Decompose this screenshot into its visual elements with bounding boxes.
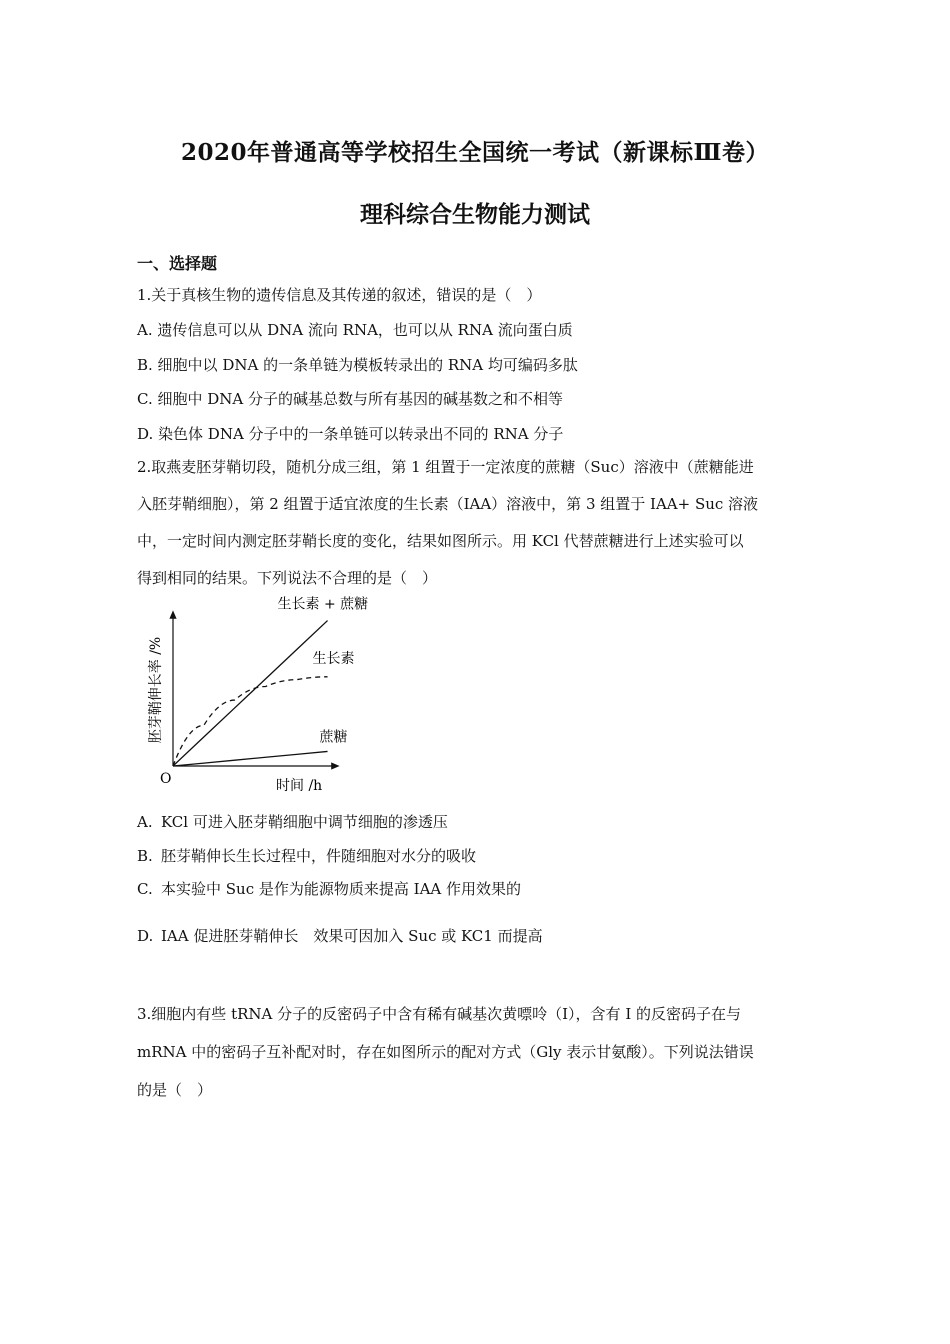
series-line — [173, 677, 328, 766]
question-2-option-c — [137, 879, 521, 899]
exam-subtitle: 理科综合生物能力测试 — [360, 201, 590, 228]
question-1-option-d: D. 染色体 DNA 分子中的一条单链可以转录出不同的 RNA 分子 — [137, 425, 564, 443]
question-3-stem-line: 的是（ ） — [137, 1081, 213, 1099]
question-2-stem-line: 得到相同的结果。下列说法不合理的是（ ） — [137, 569, 438, 587]
option-text: 本实验中 Suc 是作为能源物质来提高 IAA 作用效果的 — [161, 880, 522, 898]
origin-label: O — [160, 771, 172, 787]
option-letter: A. — [137, 813, 153, 831]
question-2-option-b — [137, 846, 476, 866]
option-letter: C. — [137, 880, 153, 898]
question-1-option-a: A. 遗传信息可以从 DNA 流向 RNA，也可以从 RNA 流向蛋白质 — [137, 321, 573, 339]
option-letter: D. — [137, 927, 154, 945]
series-line — [173, 751, 328, 766]
y-axis-label: 胚芽鞘伸长率 /% — [148, 636, 164, 744]
x-axis-label: 时间 /h — [276, 778, 323, 794]
question-2-stem-line: 中，一定时间内测定胚芽鞘长度的变化，结果如图所示。用 KCl 代替蔗糖进行上述实验可以 — [137, 532, 744, 550]
option-text: IAA 促进胚芽鞘伸长 效果可因加入 Suc 或 KC1 而提高 — [161, 927, 543, 945]
question-1-stem: 1.关于真核生物的遗传信息及其传递的叙述，错误的是（ ） — [137, 286, 542, 304]
section-heading: 一、选择题 — [137, 254, 218, 273]
question-3-stem — [137, 995, 817, 1109]
question-2-stem — [137, 449, 817, 597]
question-2-stem-line: 2.取燕麦胚芽鞘切段，随机分成三组，第 1 组置于一定浓度的蔗糖（Suc）溶液中（蔗糖能进 — [137, 458, 754, 476]
question-2-stem-line: 入胚芽鞘细胞），第 2 组置于适宜浓度的生长素（IAA）溶液中，第 3 组置于 IAA+ Suc 溶液 — [137, 495, 759, 513]
option-letter: B. — [137, 847, 153, 865]
series-line — [173, 621, 328, 766]
exam-title: 2020年普通高等学校招生全国统一考试（新课标Ⅲ卷） — [180, 139, 770, 166]
question-3-stem-line: 3.细胞内有些 tRNA 分子的反密码子中含有稀有碱基次黄嘌呤（I），含有 I 的反密码子在与 — [137, 1005, 742, 1023]
series-label: 生长素 — [312, 650, 355, 667]
question-1-option-c: C. 细胞中 DNA 分子的碱基总数与所有基因的碱基数之和不相等 — [137, 390, 564, 408]
question-1-option-b: B. 细胞中以 DNA 的一条单链为模板转录出的 RNA 均可编码多肽 — [137, 356, 578, 374]
question-2-option-a — [137, 812, 448, 832]
question-3-stem-line: mRNA 中的密码子互补配对时，存在如图所示的配对方式（Gly 表示甘氨酸）。下列说法错误 — [137, 1043, 754, 1061]
elongation-chart — [130, 596, 369, 800]
option-text: 胚芽鞘伸长生长过程中，件随细胞对水分的吸收 — [161, 847, 477, 865]
option-text: KCl 可进入胚芽鞘细胞中调节细胞的渗透压 — [161, 813, 448, 831]
series-label: 蔗糖 — [319, 729, 348, 746]
series-label: 生长素 + 蔗糖 — [277, 596, 369, 613]
question-2-option-d — [137, 926, 543, 946]
